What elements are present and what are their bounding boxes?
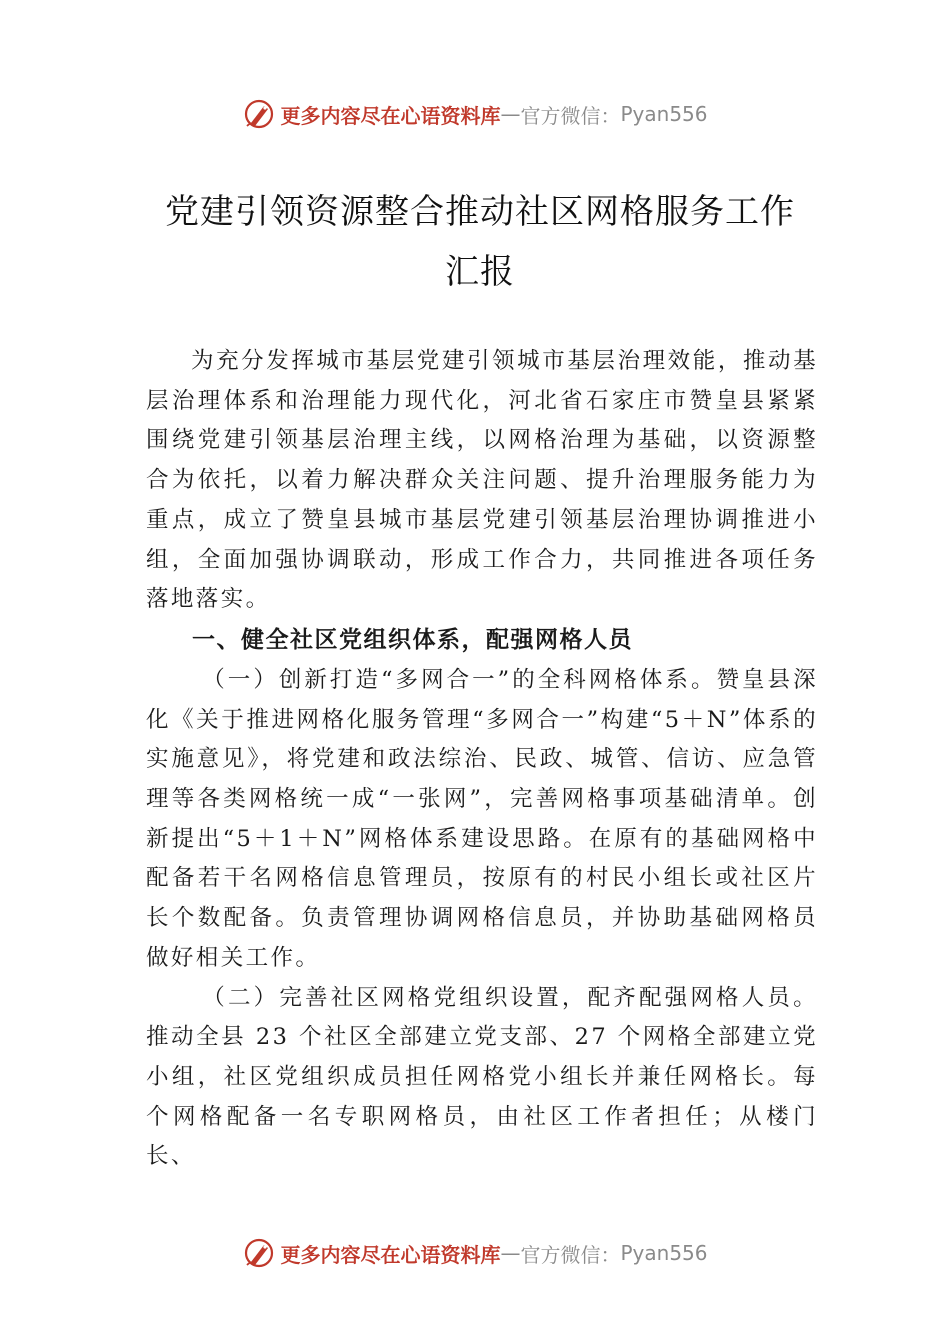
footer-brand-text: 更多内容尽在心语资料库 [280, 1242, 501, 1267]
banner-wechat-label: 官方微信： [520, 103, 621, 128]
header-banner [0, 94, 950, 134]
banner-dash: — [500, 102, 521, 126]
footer-wechat-id: Pyan556 [620, 1241, 708, 1265]
subsection-paragraph-2: （二）完善社区网格党组织设置，配齐配强网格人员。推动全县 23 个社区全部建立党支部、27 个网格全部建立党小组，社区党组织成员担任网格党小组长并兼任网格长。每个网格配备一名专职网格员，由社区工作者担任；从楼门长、 [146, 984, 818, 1170]
footer-banner [0, 1233, 950, 1273]
footer-dash: — [500, 1241, 521, 1265]
section-heading-1: 一、健全社区党组织体系，配强网格人员 [192, 626, 633, 653]
banner-wechat-id: Pyan556 [620, 102, 708, 126]
title-line-1: 党建引领资源整合推动社区网格服务工作 [165, 192, 795, 232]
document-body [146, 342, 818, 1177]
document-title [140, 182, 820, 302]
subsection-paragraph-1: （一）创新打造“多网合一”的全科网格体系。赞皇县深化《关于推进网格化服务管理“多网合一”构建“5＋N”体系的实施意见》，将党建和政法综治、民政、城管、信访、应急管理等各类网格统一成“一张网”，完善网格事项基础清单。创新提出“5＋1＋N”网格体系建设思路。在原有的基础网格中配备若干名网格信息管理员，按原有的村民小组长或社区片长个数配备。负责管理协调网格信息员，并协助基础网格员做好相关工作。 [146, 666, 818, 971]
pen-nib-logo-icon [242, 1236, 276, 1270]
banner-brand-text: 更多内容尽在心语资料库 [280, 103, 501, 128]
title-line-2: 汇报 [445, 252, 515, 292]
intro-paragraph: 为充分发挥城市基层党建引领城市基层治理效能，推动基层治理体系和治理能力现代化，河北省石家庄市赞皇县紧紧围绕党建引领基层治理主线，以网格治理为基础，以资源整合为依托，以着力解决群众关注问题、提升治理服务能力为重点，成立了赞皇县城市基层党建引领基层治理协调推进小组，全面加强协调联动，形成工作合力，共同推进各项任务落地落实。 [146, 348, 818, 613]
pen-nib-logo-icon [242, 97, 276, 131]
footer-wechat-label: 官方微信： [520, 1242, 621, 1267]
